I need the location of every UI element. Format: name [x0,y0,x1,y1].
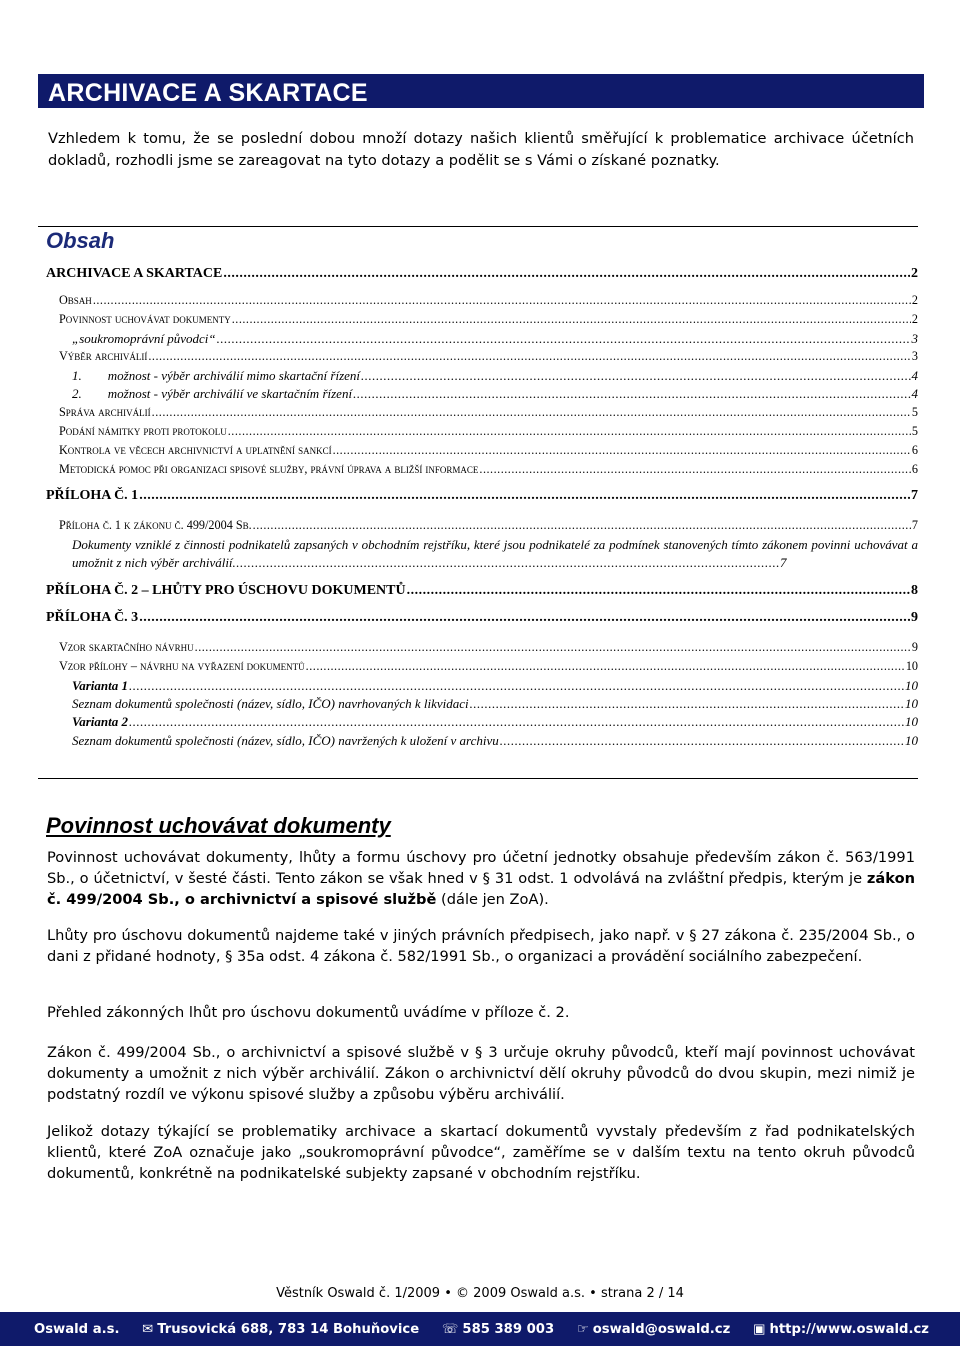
bullet-icon: • [444,1286,457,1301]
toc-entry[interactable]: Varianta 1 ..... 10 [72,678,918,694]
paragraph-4: Zákon č. 499/2004 Sb., o archivnictví a spisové službě v § 3 určuje okruhy původců, kteří mají povinnost uchovávat dokumenty a umožnit z nich výběr archiválií. Zákon o archivnictví dělí okruhy původců do dvou skupin, mezi nimiž je podstatný rozdíl ve výkonu spisové služby a způsobu výběru archiválií. [47,1044,915,1103]
toc-entry[interactable]: Seznam dokumentů společnosti (název, sídlo, IČO) navržených k uložení v archivu ..... 10 [72,733,918,749]
footer-contact-bar [0,1312,960,1346]
issue-label: Věstník Oswald č. 1/2009 [276,1286,441,1301]
email-link[interactable]: ☞ oswald@oswald.cz [576,1321,731,1337]
title-banner [38,74,924,108]
toc-entry[interactable]: PŘÍLOHA Č. 3 ..... 9 [46,610,918,626]
toc-entry-wrapped[interactable]: Dokumenty vzniklé z činnosti podnikatelů zapsaných v obchodním rejstříku, které jsou podnikatelé za podmínek stanovených tímto zákonem povinni uchovávat a umožnit z nich výběr archiválií..................................................................................................................................................7 [72,537,918,570]
toc-title: Obsah [46,228,115,253]
phone-icon: ☏ [441,1321,459,1337]
computer-icon: ▣ [752,1321,766,1337]
page-number: strana 2 / 14 [600,1286,684,1301]
toc-entry[interactable]: 1. možnost - výběr archiválií mimo skartační řízení ..... 4 [72,368,918,384]
envelope-icon: ✉ [142,1321,154,1337]
toc-entry[interactable]: „soukromoprávní původci“ ..... 3 [72,331,918,347]
footer-issue-line [0,1286,960,1301]
paragraph-1: Povinnost uchovávat dokumenty, lhůty a formu úschovy pro účetní jednotky obsahuje především zákon č. 563/1991 Sb., o účetnictví, v šesté části. Tento zákon se však hned v § 31 odst. 1 odvolává na zvláštní předpis, kterým je zákon č. 499/2004 Sb., o archivnictví a spisové službě (dále jen ZoA). [47,849,915,908]
page-title: ARCHIVACE A SKARTACE [48,79,368,107]
toc-entry[interactable]: Povinnost uchovávat dokumenty ..... 2 [59,312,918,327]
toc-entry[interactable]: PŘÍLOHA Č. 1 ..... 7 [46,488,918,504]
section-title: Povinnost uchovávat dokumenty [46,813,391,838]
toc-entry[interactable]: Správa archiválií ..... 5 [59,405,918,420]
toc-entry[interactable]: Seznam dokumentů společnosti (název, sídlo, IČO) navrhovaných k likvidaci ..... 10 [72,696,918,712]
toc-entry[interactable]: Podání námitky proti protokolu ..... 5 [59,424,918,439]
toc-bottom-rule [38,778,918,779]
web-link[interactable]: ▣ http://www.oswald.cz [752,1321,929,1337]
toc-top-rule [38,226,918,227]
toc-entry[interactable]: Metodická pomoc při organizaci spisové služby, právní úprava a bližší informace ..... 6 [59,462,918,477]
paragraph-5: Jelikož dotazy týkající se problematiky archivace a skartací dokumentů vyvstaly především z řad podnikatelských klientů, které ZoA označuje jako „soukromoprávní původce“, zaměříme se v dalším textu na tento okruh původců dokumentů, konkrétně na podnikatelské subjekty zapsané v obchodním rejstříku. [47,1123,915,1182]
phone[interactable]: ☏ 585 389 003 [441,1321,555,1337]
toc-entry[interactable]: 2. možnost - výběr archiválií ve skartačním řízení ..... 4 [72,386,918,402]
toc-entry[interactable]: Příloha č. 1 k zákonu č. 499/2004 Sb. ..... 7 [59,518,918,533]
paragraph-2: Lhůty pro úschovu dokumentů najdeme také v jiných právních předpisech, jako např. v § 27 zákona č. 235/2004 Sb., o dani z přidané hodnoty, § 35a odst. 4 zákona č. 582/1991 Sb., o organizaci a provádění sociálního zabezpečení. [47,927,915,965]
intro-paragraph: Vzhledem k tomu, že se poslední dobou množí dotazy našich klientů směřující k problematice archivace účetních dokladů, rozhodli jsme se zareagovat na tyto dotazy a podělit se s Vámi o získané poznatky. [48,130,914,169]
toc-entry[interactable]: Výběr archiválií ..... 3 [59,349,918,364]
bullet-icon: • [589,1286,601,1301]
company-name: Oswald a.s. [34,1321,120,1337]
toc-entry[interactable]: Kontrola ve věcech archivnictví a uplatnění sankcí ..... 6 [59,443,918,458]
toc-entry[interactable]: ARCHIVACE A SKARTACE ..... 2 [46,266,918,282]
toc-entry[interactable]: Obsah ..... 2 [59,293,918,308]
toc-entry[interactable]: PŘÍLOHA Č. 2 – LHŮTY PRO ÚSCHOVU DOKUMENTŮ ..... 8 [46,583,918,599]
copyright-label: © 2009 Oswald a.s. [456,1286,585,1301]
address: ✉ Trusovická 688, 783 14 Bohuňovice [142,1321,420,1337]
toc-entry[interactable]: Vzor skartačního návrhu ..... 9 [59,640,918,655]
paragraph-3: Přehled zákonných lhůt pro úschovu dokumentů uvádíme v příloze č. 2. [47,1004,570,1021]
toc-entry[interactable]: Vzor přílohy – návrhu na vyřazení dokumentů ..... 10 [59,659,918,674]
mail-icon: ☞ [576,1321,589,1337]
toc-entry[interactable]: Varianta 2 ..... 10 [72,714,918,730]
